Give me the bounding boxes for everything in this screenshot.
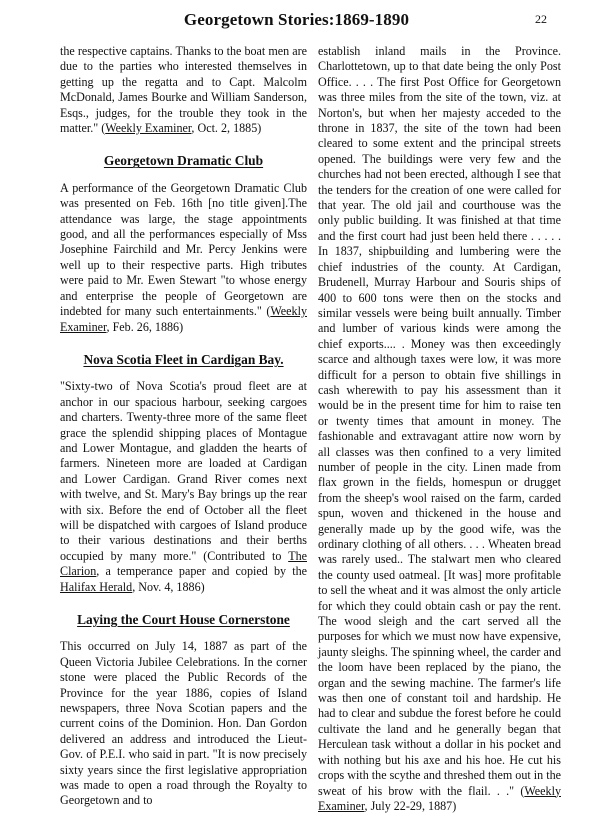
court-house-continuation-paragraph	[318, 44, 561, 814]
nova-scotia-fleet-mid: , a temperance paper and copied by the	[96, 564, 307, 579]
intro-paragraph	[60, 44, 307, 136]
nova-scotia-fleet-text: "Sixty-two of Nova Scotia's proud fleet are at anchor in our spacious harbour, seeking cargoes and charters. Twenty-three more of the same fleet grace the splendid shipping places of Montague and Lower Montague, and gladden the hearts of farmers. Nineteen more are loaded at Cardigan and Lower Cardigan. Grand River comes next with twelve, and St. Mary's Bay brings up the rear with six. Before the end of October all the fleet will be dispatched with cargoes of Island produce to their various destinations and their berths occupied by many more." (Contributed to	[60, 379, 307, 563]
section-heading-dramatic-club	[60, 153, 307, 168]
nova-scotia-fleet-source2: Halifax Herald	[60, 579, 133, 594]
dramatic-club-paragraph	[60, 181, 307, 335]
intro-source: Weekly Examiner	[105, 121, 192, 136]
page-header	[0, 8, 593, 30]
continuation-source: Weekly Examiner	[318, 783, 561, 813]
page-number: 22	[535, 12, 547, 26]
court-house-paragraph	[60, 639, 307, 808]
left-column	[60, 44, 307, 809]
continuation-text: establish inland mails in the Province. Charlottetown, up to that date being the only Post Office. . . . The first Post Office for Georgetown was three miles from the site of the town, viz. at Norton's, but when her majesty acceded to the throne in 1837, the site of the town had been cleared to some extent and the principal streets opened. The buildings were very few and the churches had not been erected, although I see that the tenders for the creation of one were called for that year. The old jail and courthouse was the only public building. It was finished at that time and the first court had just been held there . . . . . In 1837, shipbuilding and lumbering were the chief industries of the county. At Cardigan, Brudenell, Murray Harbour and Souris ships of 400 to 600 tons were then on the stocks and similar vessels were being built annually. Timber and lumber of various kinds were among the chief exports.... . Money was then exceedingly scarce and although taxes were low, it was more difficult for a person to obtain five shillings in cash wherewith to pay his assessment than it would be in the present time for him to raise ten or twenty times that amount in money. The fashionable and extravagant attire now worn by all classes was then confined to a very limited number of people in the city. Linen made from flax grown in the fields, homespun or drugget from the sheep's wool raised on the farm, carded spun, woven and thickened in the house and generally made up by the good wife, was the ordinary clothing of all others. . . . Wheaten bread was rarely used.. The stalwart men who cleared the county used oatmeal. [It was] more profitable to sell the wheat and it was almost the only article for which they could obtain cash or pay the rent. The wood sleigh and the cart served all the purposes for which we must now have expensive, jaunty sleighs. The spinning wheel, the carder and the loom have been replaced by the piano, the organ and the sewing machine. The farmer's life was then one of constant toil and hardship. He had to clear and subdue the forest before he could cultivate the land and he generally began that Herculean task without a dollar in his pocket and with nothing but his axe and his hoe. He cut his crops with the scythe and threshed them out in the sweat of his brow with the flail. . ." (	[318, 44, 561, 798]
section-heading-court-house	[60, 612, 307, 627]
section-heading-court-house-text: Laying the Court House Cornerstone	[77, 612, 290, 627]
dramatic-club-tail: , Feb. 26, 1886)	[106, 319, 184, 334]
dramatic-club-source: Weekly Examiner	[60, 304, 307, 334]
intro-text: the respective captains. Thanks to the boat men are due to the parties who interested themselves in getting up the regatta and to Capt. Malcolm McDonald, James Bourke and William Sanderson, Esqs., judges, for the trouble they took in the matter." (	[60, 44, 307, 136]
intro-tail: , Oct. 2, 1885)	[191, 121, 262, 136]
section-heading-nova-scotia-fleet	[60, 352, 307, 367]
nova-scotia-fleet-paragraph	[60, 379, 307, 595]
page-title: Georgetown Stories:1869-1890	[183, 10, 410, 29]
right-column	[318, 44, 561, 814]
nova-scotia-fleet-tail: , Nov. 4, 1886)	[132, 579, 205, 594]
dramatic-club-text: A performance of the Georgetown Dramatic Club was presented on Feb. 16th [no title given].The attendance was large, the stage appointments good, and all the performances especially of Mss Josephine Fairchild and Mr. Percy Jenkins were well up to their respective parts. High tributes were paid to Mr. Ewen Stewart "to whose energy and enterprise the people of Georgetown are indebted for many such entertainments." (	[60, 180, 307, 319]
continuation-tail: , July 22-29, 1887)	[364, 798, 457, 813]
section-heading-dramatic-club-text: Georgetown Dramatic Club	[103, 153, 264, 169]
section-heading-nova-scotia-fleet-text: Nova Scotia Fleet in Cardigan Bay.	[83, 351, 284, 367]
court-house-text: This occurred on July 14, 1887 as part of the Queen Victoria Jubilee Celebrations. In the corner stone were placed the Public Records of the Province for the year 1886, copies of Island newspapers, three Nova Scotian papers and the current coins of the Dominion. Hon. Dan Gordon delivered an address and introduced the Lieut-Gov. of P.E.I. who said in part. "It is now precisely sixty years since the first legislative appropriation was made to open a road through the Royalty to Georgetown and to	[60, 639, 307, 808]
nova-scotia-fleet-source1: The Clarion	[60, 548, 307, 579]
